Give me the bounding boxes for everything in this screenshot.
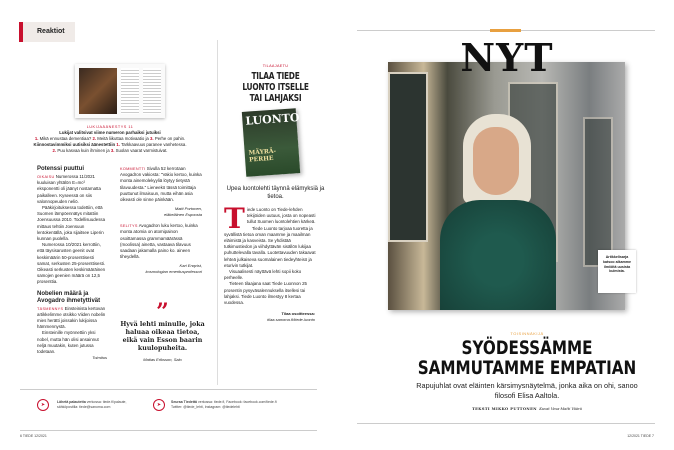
signature: Matti Portonen, — [174, 206, 202, 212]
poll-line-2: Kiinnostavimmiksi uutisiksi äänestettiin 1. Tarkkaavuus paranee vanhetessa. — [33, 142, 187, 147]
arrow-icon: ➤ — [37, 399, 49, 411]
signature: eläkeläinen Espoosta — [163, 212, 202, 218]
page-folio: 12/2021 TIEDE 7 — [627, 434, 654, 438]
page-folio: 6 TIEDE 12/2021 — [20, 434, 47, 438]
paragraph: TÄSMENNYS Einsteinista kertovan artikkelimme otsikko Viiden nobelin mies herätti joissakin lukijoissa hämmennystä. — [37, 305, 106, 330]
paragraph: Pääkirjoituksessa todettiin, että Suomen lämpöennätys mitattiin Joensuussa 2010. Todellisuudessa mittaus tehtiin Joensuun lentokentällä, joka sijaitsee Liperin kunnan puolella. — [37, 205, 106, 242]
feedback-info: Lähetä palautetta verkossa: tiede.fi/palaute, sähköpostilla: tiede@sanoma.com — [57, 400, 127, 409]
ad-headline: TILAA TIEDE LUONTO ITSELLE TAI LAHJAKSI — [242, 71, 309, 104]
corrections-column — [37, 166, 107, 361]
drop-cap: T — [224, 202, 245, 235]
pull-quote — [120, 299, 205, 363]
quote-mark-icon: ” — [156, 299, 169, 325]
order-link[interactable]: tilaa.sanoma.fi/tiede-luonto — [267, 317, 315, 323]
heading: Potenssi puuttui — [37, 166, 84, 172]
poll-kicker: LUKIJAÄÄNESTYS 11 — [86, 125, 134, 129]
poll-title: Lukijat valitsivat viime numeron parhaiksi jutuiksi — [59, 130, 161, 135]
previous-issue-thumbnail — [75, 64, 165, 118]
section-title: NYT — [460, 35, 554, 80]
comments-column — [120, 166, 202, 275]
section-marker — [490, 29, 521, 32]
follow-info: Seuraa Tiedettä verkossa: tiede.fi, Facebook: facebook.com/tiede.fi Twitter: @tiede_lehti, Instagram: @tiedelehti — [171, 400, 277, 409]
paragraph: Numerossa 10/2021 kerrottiin, että täysisarusten geenit ovat keskimäärin 50-prosenttisesti samat, serkusten 25-prosenttisesti. Oikeasti serkusten keskimääräinen samojen geenien määrä on 12,5 prosenttia. — [37, 242, 106, 285]
paragraph: OIKAISU Numerossa 11/2021 kuuluisan yhtälön E=mc² eksponentti oli jäänyt nostamatta paikalleen. Kyseessä on siis valonnopeuden neliö. — [37, 174, 101, 204]
portrait-photo — [388, 62, 625, 310]
article-kicker: TOISINNÄKIJÄ — [510, 331, 544, 336]
paragraph: Einsteinille myönnettiin yksi nobel, mutta hän olisi ansainnut neljä muutakin, kuten jutussa todetaan. — [37, 330, 99, 355]
ad-kicker: TILAAJAETU — [262, 64, 289, 68]
paragraph: KOMMENTTI Sivulla 52 kerrotaan Avogadron vakiosta: "Vakio kertoo, kuinka monta ainemolekyyliä löytyy tietystä tilavuudesta." Lieneekö tässä toimittaja puuttunut ilmaisuun, mutta eihän asia oikeasti ole sinne päinkään. — [120, 166, 202, 203]
section-tab: Reaktiot — [19, 22, 75, 42]
quote-author: Matias Eriksson, Salo — [143, 357, 182, 362]
signature: Kari Enqvist, — [179, 263, 202, 269]
article-headline: SYÖDESSÄMME SAMMUTAMME EMPATIAN — [417, 337, 637, 379]
photo-caption: Artikkelisarja katsoo alkamme ilmiöitä uusista kulmista. — [598, 250, 636, 293]
divider — [357, 423, 655, 424]
poll-line-1: 1. Mikä ennustaa dementiaa? 2. Meitä liikuttaa motivaatio ja 3. Perhe on pahin. — [34, 136, 186, 141]
magazine-cover: LUONTO MÄYRÄ-PERHE — [242, 108, 300, 177]
poll-line-3: 2. Puu kasvaa kuin ihminen ja 3. Suolan vaarat varmistuivat. — [52, 148, 168, 153]
byline: TEKSTI MIKKO PUTTONEN Kuvat Vesa-Matti Väärä — [472, 407, 582, 411]
heading: Nobelien määrä ja Avogadro ihmetyttivät — [37, 290, 101, 304]
subscription-ad — [217, 40, 327, 385]
quote-text: Hyvä lehti minulle, joka haluaa oikeaa tietoa, eikä vain Esson baarin kuulopuheita. — [120, 321, 205, 352]
signature: Toimitus — [92, 355, 107, 361]
divider — [20, 389, 317, 390]
ad-body: Tiede Luonto on Tiede-lehden tekijöiden uutuus, josta on nopeasti tullut Suomen luontolehtien kärkeä. Tiede Luonto tarjoaa tuoretta ja syvällistä tietoa oman maamme ja maailman eläimistä ja kasveista. Se yhdistää tutkimustiedon ja viihdyttävän sisällön lukijaa puhuttelevalla tavalla. Luotettavuuden takaavat lehteä julkaiseva suomalainen tiedeyhteisö ja eturivin tutkijat. Visuaalisesti näyttävä lehti sopii koko perheelle. Tieteen tilaajana saat Tiede Luonnon 25 prosentin pysyväsalennuksella itsellesi tai lahjaksi. Tiede Luonto ilmestyy 8 kertaa vuodessa. Tilaa osoitteessa: tilaa.sanoma.fi/tiede-luonto — [224, 207, 327, 323]
article-deck: Rapujuhlat ovat eläinten kärsimysnäytelmä, jonka aika on ohi, sanoo filosofi Elisa Aaltola. — [416, 381, 638, 400]
reader-poll — [20, 124, 200, 154]
ad-deck: Upea luontolehti täynnä elämyksiä ja tietoa. — [226, 186, 325, 200]
arrow-icon: ➤ — [153, 399, 165, 411]
signature: kosmologian emeritusprofessori — [145, 269, 202, 275]
divider — [20, 430, 317, 431]
paragraph: SELITYS Avogadron luku kertoo, kuinka monta atomia on atomipainon osoittamassa grammamäärässä (moolissa) ainetta, vastaava tilavuus saadaan jakamalla paino ko. aineen tiheydellä. — [120, 223, 198, 260]
order-label: Tilaa osoitteessa: — [281, 311, 315, 317]
